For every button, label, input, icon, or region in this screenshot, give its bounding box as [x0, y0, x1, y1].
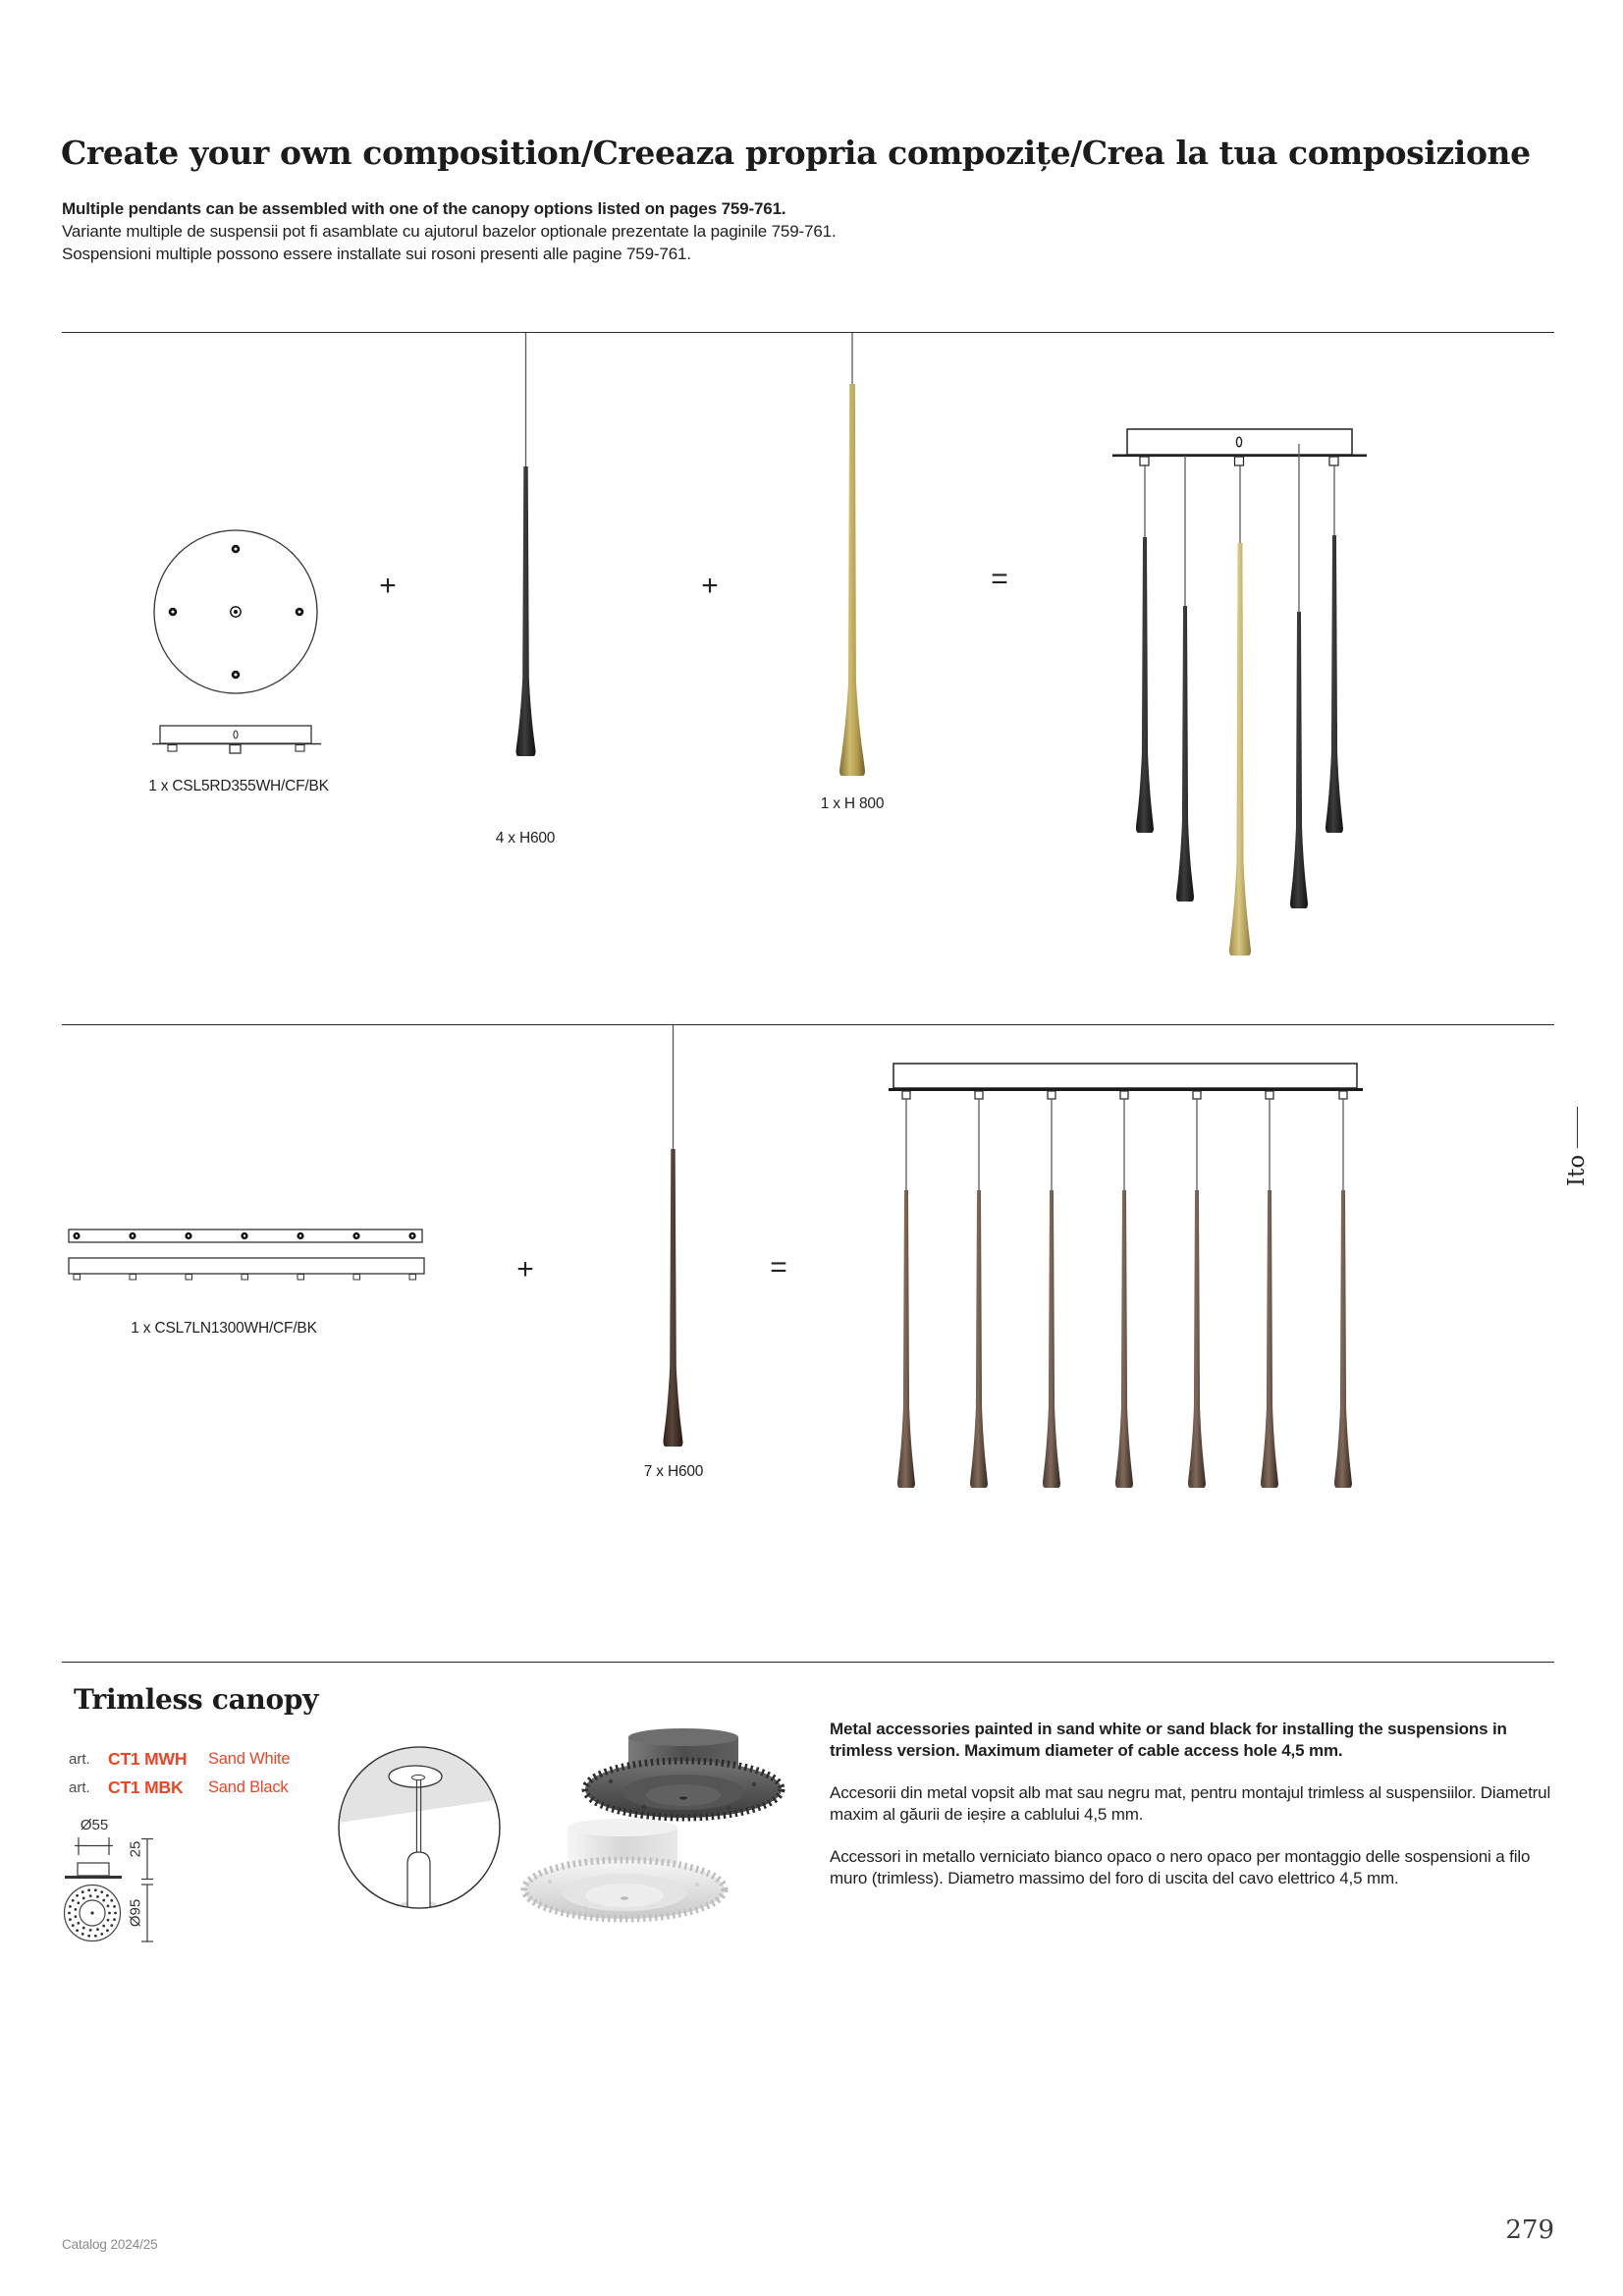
plus-icon: +: [701, 570, 719, 602]
round-canopy-label: 1 x CSL5RD355WH/CF/BK: [148, 778, 329, 794]
dim-diameter-top-label: Ø55: [80, 1817, 109, 1833]
pendant-black-label: 4 x H600: [495, 830, 556, 847]
plus-icon: +: [379, 570, 397, 602]
comp1-pendant-gold: [1229, 465, 1251, 956]
trimless-desc-ro: Accesorii din metal vopsit alb mat sau negru mat, pentru montajul trimless al suspensiilor. Diametrul maxim al găurii de ieșire a cablului 4,5 mm.: [830, 1783, 1551, 1824]
product-name-rule: [1577, 1107, 1578, 1148]
linear-canopy-diagram: [69, 1230, 424, 1280]
linear-canopy-label: 1 x CSL7LN1300WH/CF/BK: [131, 1320, 317, 1337]
dim-height-label: 25: [127, 1840, 144, 1858]
comp2-pendant: [1115, 1099, 1133, 1488]
catalog-edition: Catalog 2024/25: [62, 2237, 158, 2252]
comp2-pendant: [897, 1099, 915, 1488]
comp2-pendant: [1334, 1099, 1352, 1488]
art-finish-sand-white: Sand White: [208, 1750, 291, 1768]
pendant-gold-label: 1 x H 800: [820, 795, 885, 812]
comp2-pendant: [1261, 1099, 1278, 1488]
comp2-pendant: [1043, 1099, 1060, 1488]
art-label: art.: [69, 1751, 90, 1768]
comp1-pendant: [1325, 465, 1343, 833]
pendants-layer: [516, 333, 1353, 1488]
art-finish-sand-black: Sand Black: [208, 1778, 289, 1796]
art-code-mwh: CT1 MWH: [108, 1749, 188, 1769]
trimless-desc-en: Metal accessories painted in sand white or sand black for installing the suspensions in trimless version. Maximum diameter of cable access hole 4,5 mm.: [830, 1720, 1507, 1760]
comp1-pendant: [1136, 465, 1154, 833]
pendant-h600-black: [516, 333, 536, 756]
plus-icon: +: [516, 1253, 534, 1285]
pendant-coffee-label: 7 x H600: [643, 1463, 704, 1480]
intro-line-en: Multiple pendants can be assembled with one of the canopy options listed on pages 759-761.: [62, 199, 786, 218]
art-row-black: [69, 1777, 289, 1797]
comp1-pendant: [1290, 444, 1308, 908]
art-label: art.: [69, 1779, 90, 1796]
product-name-vertical: [1564, 1049, 1590, 1186]
intro-line-ro: Variante multiple de suspensii pot fi asamblate cu ajutorul bazelor optionale prezentate la paginile 759-761.: [62, 222, 837, 241]
art-row-white: [69, 1749, 291, 1769]
pendant-h600-coffee: [664, 1025, 683, 1447]
canopy-render-sand-black: [585, 1728, 782, 1818]
equals-icon: =: [770, 1251, 787, 1284]
trimless-detail-circle: [339, 1740, 503, 1910]
art-code-mbk: CT1 MBK: [108, 1777, 184, 1797]
composition2-canopy-diagram: [889, 1064, 1363, 1099]
pendant-h800-gold: [839, 333, 865, 776]
product-name-text: Ito: [1564, 1154, 1590, 1186]
trimless-desc-it: Accessori in metallo verniciato bianco opaco o nero opaco per montaggio delle sospensioni a filo muro (trimless). Diametro massimo del foro di uscita del cavo elettrico 4,5 mm.: [830, 1847, 1531, 1887]
equals-icon: =: [991, 563, 1008, 595]
round-canopy-diagram: [152, 530, 321, 753]
comp2-pendant: [970, 1099, 988, 1488]
page-title: Create your own composition/Creeaza propria compozițe/Crea la tua composizione: [61, 134, 1531, 172]
trimless-section-title: Trimless canopy: [74, 1683, 319, 1716]
dim-diameter-bottom-label: Ø95: [127, 1898, 144, 1928]
trimless-description: [830, 1719, 1558, 1910]
intro-line-it: Sospensioni multiple possono essere installate sui rosoni presenti alle pagine 759-761.: [62, 245, 691, 263]
canopy-render-sand-white: [524, 1819, 725, 1919]
page-number: 279: [1505, 2215, 1554, 2245]
composition1-canopy-diagram: [1112, 429, 1367, 465]
comp2-pendant: [1188, 1099, 1206, 1488]
comp1-pendant: [1176, 456, 1194, 902]
